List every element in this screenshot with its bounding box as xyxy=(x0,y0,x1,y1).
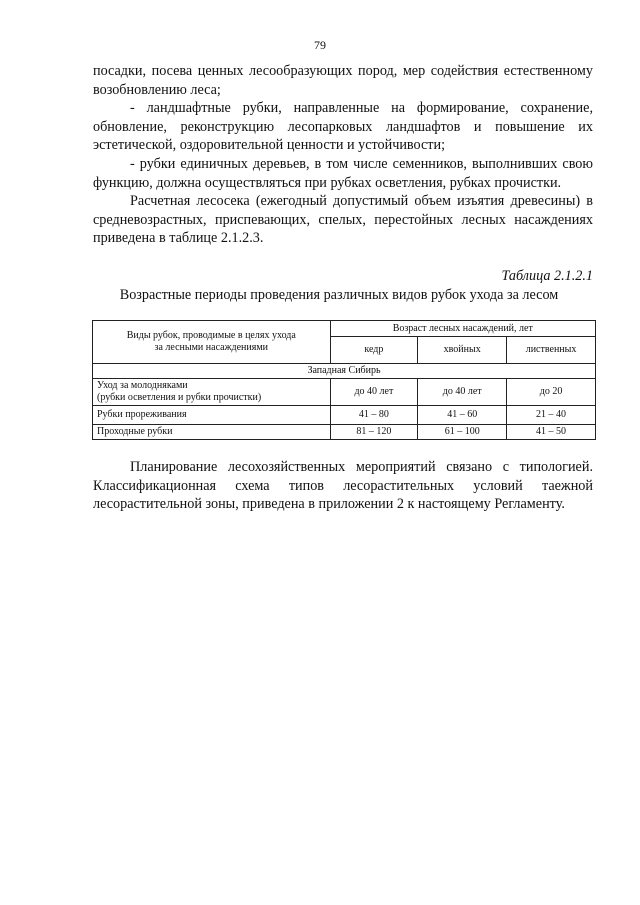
header-cutting-type: Виды рубок, проводимые в целях ухода за лесными насаждениями xyxy=(93,321,331,364)
row-name-young-stand-care xyxy=(93,379,331,406)
cell-value: 61 – 100 xyxy=(418,425,507,440)
cell-value: 41 – 80 xyxy=(330,406,418,425)
subheader-conifers: хвойных xyxy=(418,337,507,364)
region-label: Западная Сибирь xyxy=(93,364,596,379)
paragraph-planning: Планирование лесохозяйственных мероприятий связано с типологией. Классификационная схема типов лесорастительных условий таежной лесорастительной зоны, приведена в приложении 2 к настоящему Регламенту. xyxy=(93,459,593,513)
body-text-bottom xyxy=(93,458,593,514)
row-name-passing-cuttings: Проходные рубки xyxy=(93,425,331,440)
paragraph-continuation: посадки, посева ценных лесообразующих пород, мер содействия естественному возобновлению леса; xyxy=(93,63,593,98)
table-region-row xyxy=(93,364,596,379)
row-name-line2: (рубки осветления и рубки прочистки) xyxy=(97,392,262,403)
table-row xyxy=(93,406,596,425)
cell-value: 41 – 60 xyxy=(418,406,507,425)
paragraph-single-tree-cuttings: - рубки единичных деревьев, в том числе семенников, выполнивших свою функцию, должна осуществляться при рубках осветления, рубках прочистки. xyxy=(93,155,593,191)
cutting-periods-table xyxy=(92,320,596,440)
body-text-top xyxy=(93,62,593,248)
page-number: 79 xyxy=(314,38,326,52)
cell-value: 41 – 50 xyxy=(507,425,596,440)
cell-value: до 40 лет xyxy=(418,379,507,406)
table-row xyxy=(93,425,596,440)
paragraph-cutting-area: Расчетная лесосека (ежегодный допустимый объем изъятия древесины) в средневозрастных, приспевающих, спелых, перестойных лесных насаждениях приведена в таблице 2.1.2.3. xyxy=(93,193,593,247)
cell-value: до 40 лет xyxy=(330,379,418,406)
table-row xyxy=(93,379,596,406)
subheader-deciduous: лиственных xyxy=(507,337,596,364)
header-forest-age: Возраст лесных насаждений, лет xyxy=(330,321,595,337)
table-number: Таблица 2.1.2.1 xyxy=(501,268,593,284)
table-header-row xyxy=(93,321,596,337)
subheader-cedar: кедр xyxy=(330,337,418,364)
cell-value: 21 – 40 xyxy=(507,406,596,425)
cell-value: до 20 xyxy=(507,379,596,406)
row-name-thinning: Рубки прореживания xyxy=(93,406,331,425)
row-name-line1: Уход за молодняками xyxy=(97,380,188,391)
table-title: Возрастные периоды проведения различных видов рубок ухода за лесом xyxy=(119,287,559,303)
cell-value: 81 – 120 xyxy=(330,425,418,440)
paragraph-landscape-cuttings: - ландшафтные рубки, направленные на формирование, сохранение, обновление, реконструкцию лесопарковых ландшафтов и повышение их эстетической, оздоровительной ценности и устойчивости; xyxy=(93,100,593,154)
